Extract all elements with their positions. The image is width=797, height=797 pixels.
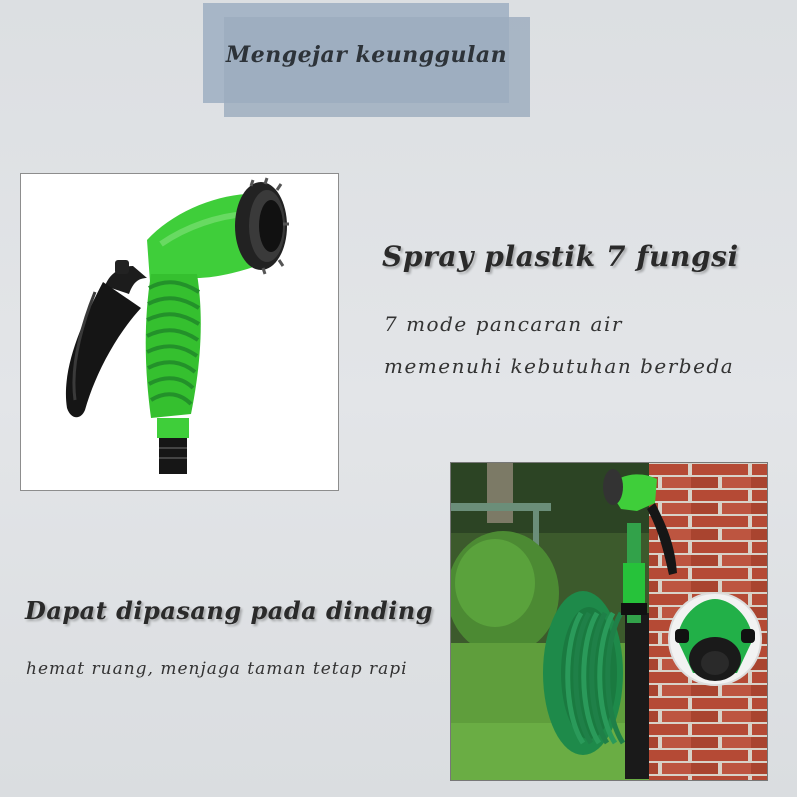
spray-feature-line-1: 7 mode pancaran air — [384, 312, 623, 336]
wall-feature-line-1: hemat ruang, menjaga taman tetap rapi — [26, 659, 408, 679]
spray-nozzle-illustration — [21, 174, 339, 491]
banner-title: Mengejar keunggulan — [225, 42, 508, 68]
spray-nozzle-image — [20, 173, 339, 491]
wall-mounted-reel-image — [450, 462, 768, 781]
wall-reel-illustration — [451, 463, 768, 781]
wall-feature-heading: Dapat dipasang pada dinding — [25, 596, 434, 625]
spray-feature-heading: Spray plastik 7 fungsi — [382, 240, 739, 273]
spray-feature-line-2: memenuhi kebutuhan berbeda — [384, 354, 735, 378]
